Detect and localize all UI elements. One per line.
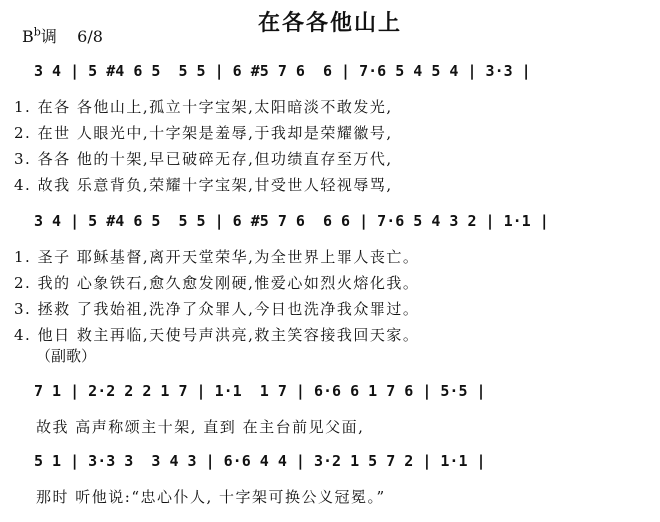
system-1-verse-3: 3. 各各 他的十架,早已破碎无存,但功绩直存至万代, bbox=[14, 150, 393, 168]
system-2-verse-2: 2. 我的 心象铁石,愈久愈发刚硬,惟爱心如烈火熔化我。 bbox=[14, 274, 420, 292]
system-2-verse-4: 4. 他日 救主再临,天使号声洪亮,救主笑容接我回天家。 bbox=[14, 326, 420, 344]
key-word: 调 bbox=[40, 27, 57, 46]
key-signature bbox=[22, 24, 103, 47]
system-2-notes: 3 4 | 5 #4 6 5 5 5 | 6 #5 7 6 6 6 | 7·6 5 4 3 2 | 1·1 | bbox=[34, 212, 549, 230]
chorus-label: （副歌） bbox=[36, 347, 97, 365]
system-3-notes: 7 1 | 2·2 2 2 1 7 | 1·1 1 7 | 6·6 6 1 7 6 | 5·5 | bbox=[34, 382, 486, 400]
system-1-verse-2: 2. 在世 人眼光中,十字架是羞辱,于我却是荣耀徽号, bbox=[14, 124, 393, 142]
system-1-verse-1: 1. 在各 各他山上,孤立十字宝架,太阳暗淡不敢发光, bbox=[14, 98, 393, 116]
system-1-notes: 3 4 | 5 #4 6 5 5 5 | 6 #5 7 6 6 | 7·6 5 4 5 4 | 3·3 | bbox=[34, 62, 531, 80]
system-4-lyric: 那时 听他说:“忠心仆人, 十字架可换公义冠冕。” bbox=[36, 488, 386, 506]
system-3-lyric: 故我 高声称颂主十架, 直到 在主台前见父面, bbox=[36, 418, 365, 436]
system-2-verse-1: 1. 圣子 耶稣基督,离开天堂荣华,为全世界上罪人丧亡。 bbox=[14, 248, 420, 266]
system-4-notes: 5 1 | 3·3 3 3 4 3 | 6·6 4 4 | 3·2 1 5 7 2 | 1·1 | bbox=[34, 452, 486, 470]
system-2-verse-3: 3. 拯救 了我始祖,洗净了众罪人,今日也洗净我众罪过。 bbox=[14, 300, 420, 318]
time-signature: 6/8 bbox=[77, 27, 103, 46]
song-title: 在各各他山上 bbox=[257, 11, 402, 36]
key-flat: b bbox=[33, 25, 41, 39]
system-1-verse-4: 4. 故我 乐意背负,荣耀十字宝架,甘受世人轻视辱骂, bbox=[14, 176, 393, 194]
key-note: B bbox=[22, 27, 34, 46]
